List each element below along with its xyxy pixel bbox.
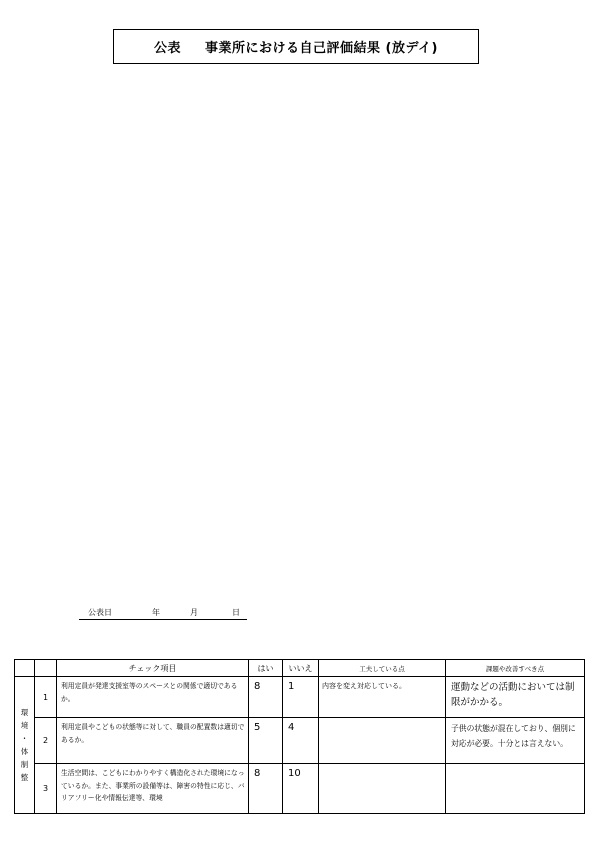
header-category-cell [15,660,35,677]
header-no: いいえ [283,660,319,677]
category-cell [15,677,35,814]
issue-text: 子供の状態が混在しており、個別に対応が必要。十分とは言えない。 [446,718,585,764]
issue-text: 運動などの活動においては制限がかかる。 [446,677,585,718]
no-count: 1 [283,677,319,718]
improvement-text [319,764,446,814]
issue-text [446,764,585,814]
row-number: 1 [35,677,57,718]
publication-month-label: 月 [190,608,198,617]
table-row [15,718,585,764]
document-title [113,29,479,64]
improvement-text: 内容を変え対応している。 [319,677,446,718]
header-improvements: 工夫している点 [319,660,446,677]
publication-year-label: 年 [152,608,160,617]
title-text: 事業所における自己評価結果 (放デイ) [205,41,438,56]
category-char: 環 [20,708,29,717]
category-char: 境 [20,721,29,730]
publication-date-line [79,608,247,620]
publication-date-label: 公表日 [88,608,112,617]
publication-day-label: 日 [232,608,240,617]
check-item-text: 利用定員やこどもの状態等に対して、職員の配置数は適切であるか。 [57,718,249,764]
improvement-text [319,718,446,764]
table-row [15,764,585,814]
header-yes: はい [249,660,283,677]
category-char: ・ [20,734,29,743]
evaluation-table [14,659,585,814]
header-issues: 課題や改善すべき点 [446,660,585,677]
no-count: 10 [283,764,319,814]
table-row [15,677,585,718]
header-number-cell [35,660,57,677]
category-char: 整 [20,773,29,782]
check-item-text: 生活空間は、こどもにわかりやすく構造化された環境になっているか。また、事業所の設備等は、障害の特性に応じ、バリアフリー化や情報伝達等、環境 [57,764,249,814]
row-number: 3 [35,764,57,814]
header-check-item: チェック項目 [57,660,249,677]
yes-count: 8 [249,764,283,814]
title-label: 公表 [153,41,181,56]
row-number: 2 [35,718,57,764]
yes-count: 5 [249,718,283,764]
table-header-row [15,660,585,677]
check-item-text: 利用定員が発達支援室等のスペースとの関係で適切であるか。 [57,677,249,718]
no-count: 4 [283,718,319,764]
category-char: 制 [20,760,29,769]
category-char: 体 [20,747,29,756]
yes-count: 8 [249,677,283,718]
